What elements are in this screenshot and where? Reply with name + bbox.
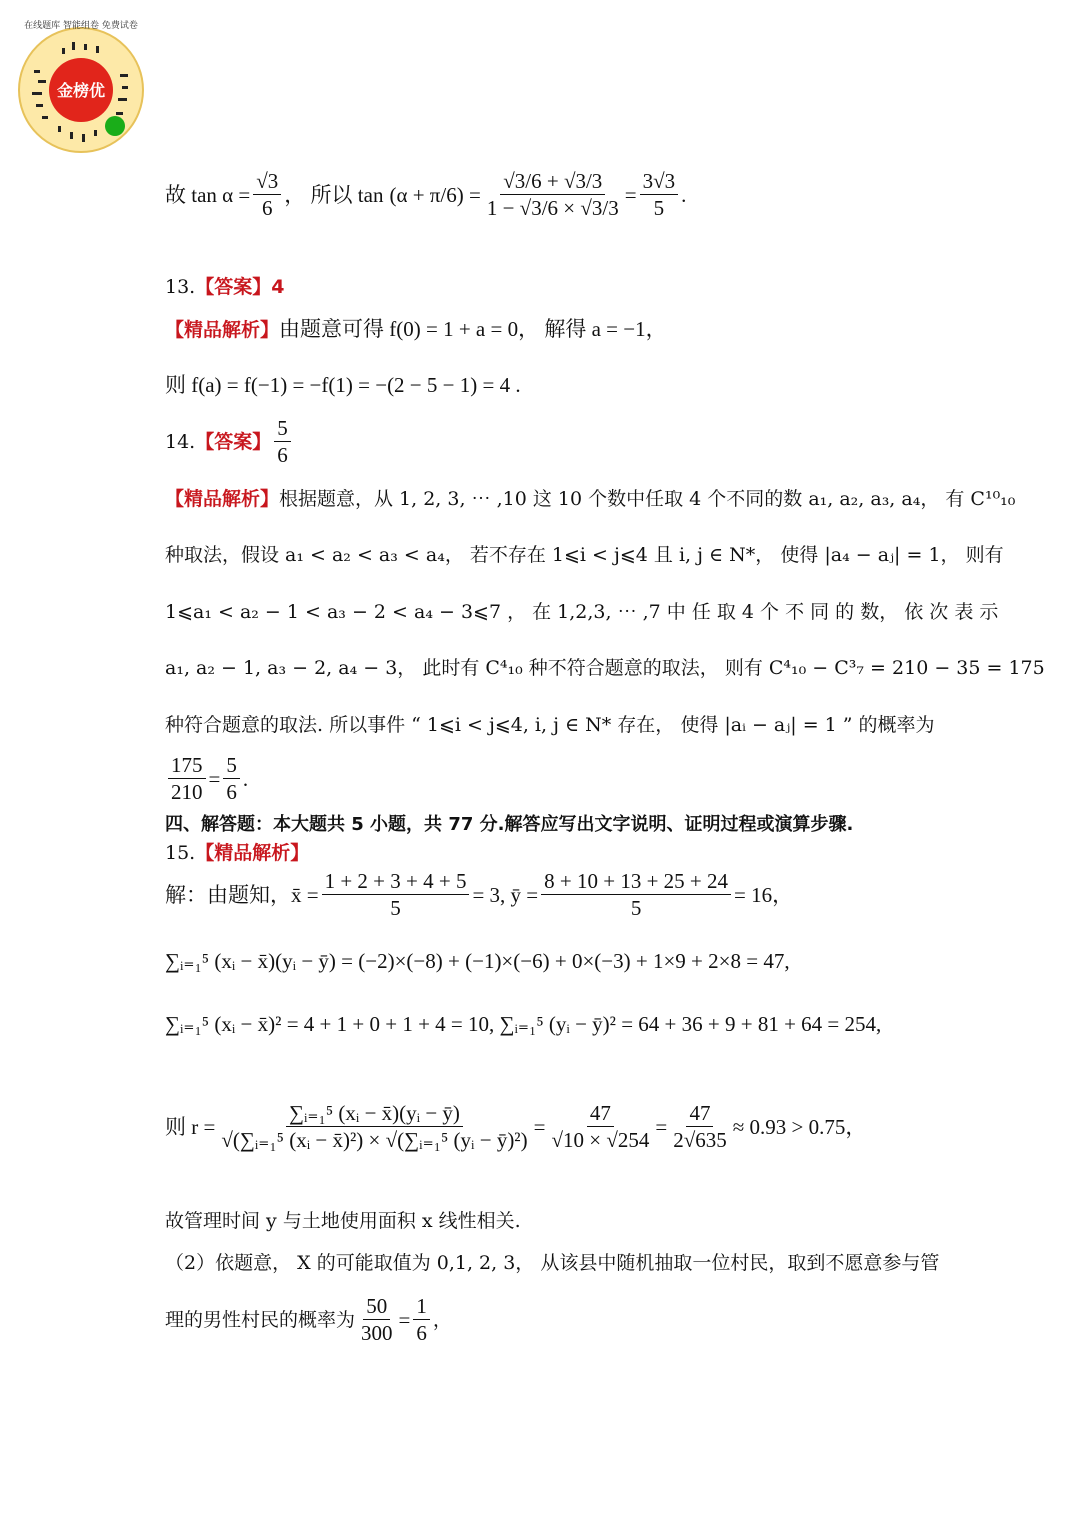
jinbangyou-logo bbox=[12, 18, 150, 156]
q14-probability-result: $\frac{175}{210}$ = $\frac{5}{6}$ . bbox=[165, 752, 248, 805]
logo-center-text: 金榜优 bbox=[56, 81, 106, 100]
q14-analysis-line1: 【精品解析】根据题意，从 1, 2, 3, ⋯ ,10 这 10 个数中任取 4 个不同的数 a₁, a₂, a₃, a₄， 有 C¹⁰₁₀ bbox=[165, 488, 1016, 510]
logo-arc-text: 在线题库 智能组卷 免费试卷 bbox=[24, 21, 138, 31]
tan-formula-line: 故 tan α = $\frac{√3}{6}$ ， 所以 tan (α + π/6) = $\frac{√3/6 + √3/3}{1 - √3/6 \times √3/3}$ = $\frac{3√3}{5}$ . bbox=[165, 169, 687, 220]
q14-analysis-line5: 种符合题意的取法. 所以事件 “ 1⩽i < j⩽4, i, j ∈ N* 存在， 使得 |aᵢ − aⱼ| = 1 ” 的概率为 bbox=[165, 714, 935, 736]
q14-analysis-line3: 1⩽a₁ < a₂ − 1 < a₃ − 2 < a₄ − 3⩽7 ， 在 1,2,3, ⋯ ,7 中 任 取 4 个 不 同 的 数， 依 次 表 示 bbox=[165, 601, 999, 623]
q15-part2-line2: 理的男性村民的概率为 $\frac{50}{300}$ = $\frac{1}{6}$ ， bbox=[165, 1294, 452, 1345]
q15-conclusion: 故管理时间 y 与土地使用面积 x 线性相关. bbox=[165, 1210, 521, 1232]
q15-variance-line: ∑ᵢ₌₁⁵ (xᵢ − x̄)² = 4 + 1 + 0 + 1 + 4 = 10, ∑ᵢ₌₁⁵ (yᵢ − ȳ)² = 64 + 36 + 9 + 81 + 64 = 254, bbox=[165, 1012, 882, 1036]
q13-analysis-line1: 【精品解析】由题意可得 f(0) = 1 + a = 0， 解得 a = −1， bbox=[165, 317, 667, 341]
wechat-miniprogram-icon bbox=[105, 116, 125, 136]
q13-analysis-line2: 则 f(a) = f(−1) = −f(1) = −(2 − 5 − 1) = 4 . bbox=[165, 373, 521, 397]
q15-correlation-line: 则 r = $\frac{\text{∑ᵢ₌₁⁵ (xᵢ − x̄)(yᵢ − ȳ)}}{\text{√(∑ᵢ₌₁⁵ (xᵢ − x̄)²) × √(∑ᵢ₌₁⁵ (yᵢ − ȳ)²)}}$ = $\frac{47}{√10 \times √254}$ = $\frac{47}{2√635}$ ≈ 0.93 > 0.75， bbox=[165, 1101, 867, 1152]
q13-answer: 13.【答案】4 bbox=[165, 276, 285, 298]
q15-heading: 15.【精品解析】 bbox=[165, 842, 310, 864]
q15-means-line: 解：由题知，x̄ = $\frac{1 + 2 + 3 + 4 + 5}{5}$ = 3, ȳ = $\frac{8 + 10 + 13 + 25 + 24}{5}$ = 16， bbox=[165, 869, 794, 920]
section-4-heading: 四、解答题：本大题共 5 小题，共 77 分.解答应写出文字说明、证明过程或演算步骤. bbox=[165, 814, 854, 835]
q15-part2-line1: （2）依题意， X 的可能取值为 0,1, 2, 3， 从该县中随机抽取一位村民，取到不愿意参与管 bbox=[165, 1252, 940, 1274]
q14-answer: 14. 【答案】 $\frac{5}{6}$ bbox=[165, 415, 294, 468]
q14-analysis-line4: a₁, a₂ − 1, a₃ − 2, a₄ − 3， 此时有 C⁴₁₀ 种不符合题意的取法， 则有 C⁴₁₀ − C³₇ = 210 − 35 = 175 bbox=[165, 657, 1045, 679]
q14-analysis-line2: 种取法，假设 a₁ < a₂ < a₃ < a₄， 若不存在 1⩽i < j⩽4 且 i, j ∈ N*， 使得 |a₄ − aⱼ| = 1， 则有 bbox=[165, 544, 1004, 566]
q15-covariance-line: ∑ᵢ₌₁⁵ (xᵢ − x̄)(yᵢ − ȳ) = (−2)×(−8) + (−1)×(−6) + 0×(−3) + 1×9 + 2×8 = 47, bbox=[165, 949, 790, 973]
